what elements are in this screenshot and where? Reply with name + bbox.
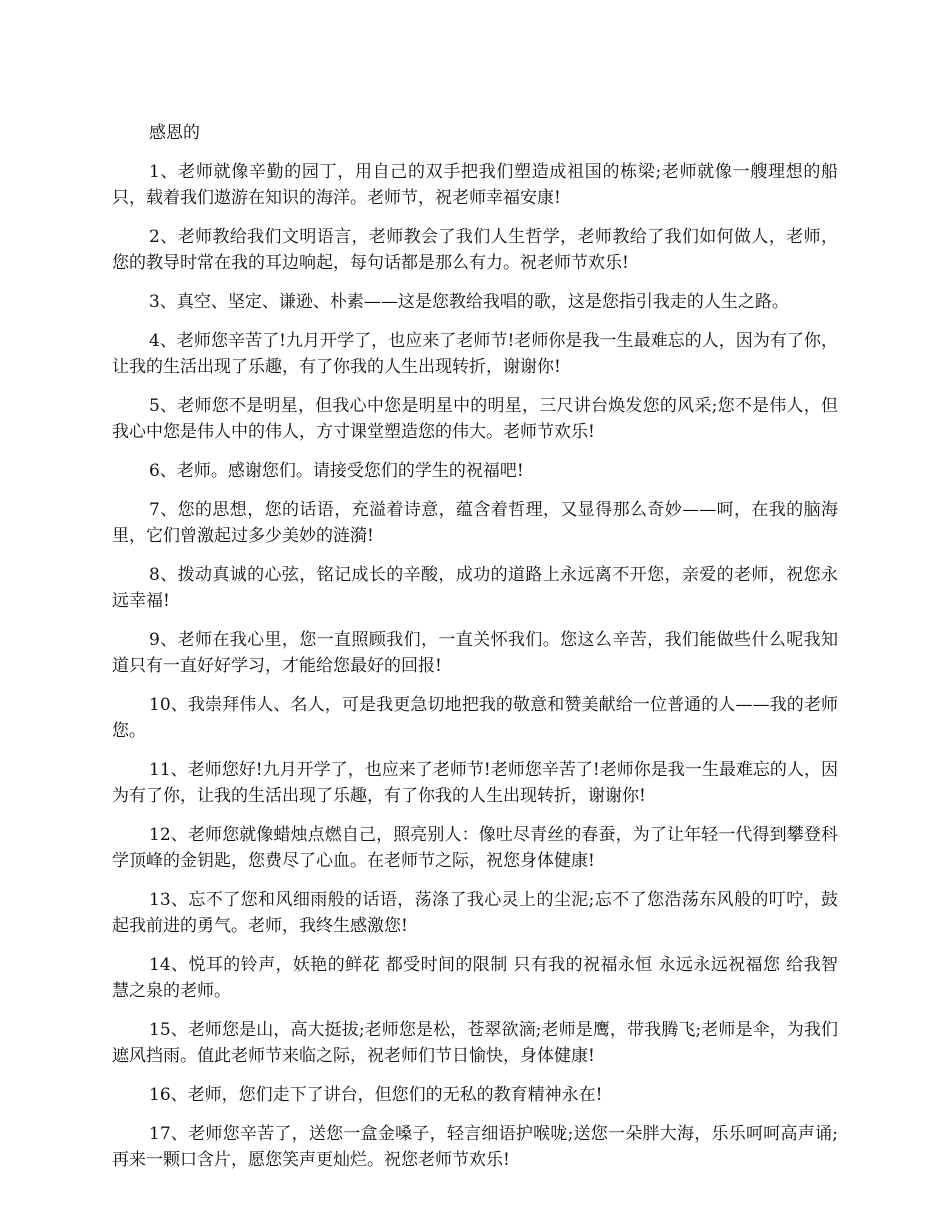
document-heading: 感恩的 bbox=[149, 123, 200, 143]
paragraph-9: 9、老师在我心里，您一直照顾我们，一直关怀我们。您这么辛苦，我们能做些什么呢我知道只有一直好好学习，才能给您最好的回报! bbox=[112, 630, 838, 676]
paragraph-11: 11、老师您好!九月开学了，也应来了老师节!老师您辛苦了!老师你是我一生最难忘的人，因为有了你，让我的生活出现了乐趣，有了你我的人生出现转折，谢谢你! bbox=[112, 760, 838, 806]
paragraph-16: 16、老师，您们走下了讲台，但您们的无私的教育精神永在! bbox=[149, 1085, 603, 1105]
paragraph-6: 6、老师。感谢您们。请接受您们的学生的祝福吧! bbox=[149, 461, 524, 481]
paragraph-14: 14、悦耳的铃声，妖艳的鲜花 都受时间的限制 只有我的祝福永恒 永远永远祝福您 给我智慧之泉的老师。 bbox=[112, 955, 838, 1001]
document-body bbox=[112, 120, 838, 1186]
paragraph-12: 12、老师您就像蜡烛点燃自己，照亮别人：像吐尽青丝的春蚕，为了让年轻一代得到攀登科学顶峰的金钥匙，您费尽了心血。在老师节之际，祝您身体健康! bbox=[112, 825, 838, 871]
paragraph-3: 3、真空、坚定、谦逊、朴素——这是您教给我唱的歌，这是您指引我走的人生之路。 bbox=[149, 292, 789, 312]
paragraph-5: 5、老师您不是明星，但我心中您是明星中的明星，三尺讲台焕发您的风采;您不是伟人，但我心中您是伟人中的伟人，方寸课堂塑造您的伟大。老师节欢乐! bbox=[112, 396, 838, 442]
paragraph-2: 2、老师教给我们文明语言，老师教会了我们人生哲学，老师教给了我们如何做人，老师，您的教导时常在我的耳边响起，每句话都是那么有力。祝老师节欢乐! bbox=[112, 227, 838, 273]
paragraph-7: 7、您的思想，您的话语，充溢着诗意，蕴含着哲理，又显得那么奇妙——呵，在我的脑海里，它们曾激起过多少美妙的涟漪! bbox=[112, 500, 838, 546]
paragraph-15: 15、老师您是山，高大挺拔;老师您是松，苍翠欲滴;老师是鹰，带我腾飞;老师是伞，为我们遮风挡雨。值此老师节来临之际，祝老师们节日愉快，身体健康! bbox=[112, 1020, 838, 1066]
paragraph-1: 1、老师就像辛勤的园丁，用自己的双手把我们塑造成祖国的栋梁;老师就像一艘理想的船只，载着我们遨游在知识的海洋。老师节，祝老师幸福安康! bbox=[112, 162, 838, 208]
paragraph-17: 17、老师您辛苦了，送您一盒金嗓子，轻言细语护喉咙;送您一朵胖大海，乐乐呵呵高声诵;再来一颗口含片，愿您笑声更灿烂。祝您老师节欢乐! bbox=[112, 1124, 838, 1170]
paragraph-4: 4、老师您辛苦了!九月开学了，也应来了老师节!老师你是我一生最难忘的人，因为有了你，让我的生活出现了乐趣，有了你我的人生出现转折，谢谢你! bbox=[112, 331, 838, 377]
paragraph-10: 10、我崇拜伟人、名人，可是我更急切地把我的敬意和赞美献给一位普通的人——我的老师您。 bbox=[112, 695, 838, 741]
paragraph-8: 8、拨动真诚的心弦，铭记成长的辛酸，成功的道路上永远离不开您，亲爱的老师，祝您永远幸福! bbox=[112, 565, 838, 611]
paragraph-13: 13、忘不了您和风细雨般的话语，荡涤了我心灵上的尘泥;忘不了您浩荡东风般的叮咛，鼓起我前进的勇气。老师，我终生感激您! bbox=[112, 890, 838, 936]
